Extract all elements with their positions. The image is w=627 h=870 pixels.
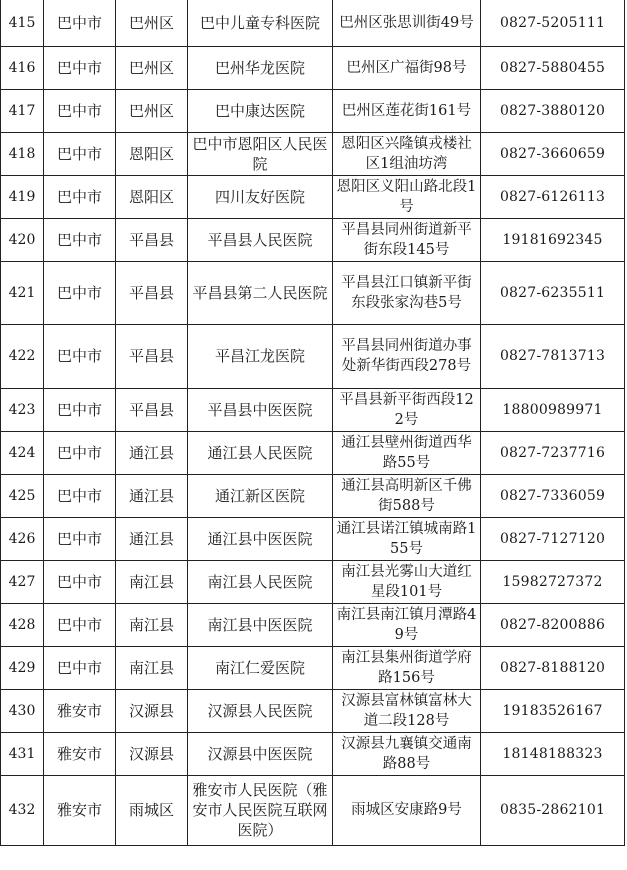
cell-city: 雅安市 [44,775,116,845]
cell-address: 汉源县九襄镇交通南路88号 [333,732,481,775]
cell-district: 平昌县 [116,324,188,388]
cell-city: 巴中市 [44,474,116,517]
cell-number: 426 [1,517,44,560]
cell-district: 南江县 [116,560,188,603]
cell-district: 汉源县 [116,689,188,732]
table-row [1,775,625,845]
cell-phone: 19181692345 [481,218,625,261]
cell-hospital-name: 平昌江龙医院 [188,324,333,388]
table-row [1,646,625,689]
cell-hospital-name: 通江县人民医院 [188,431,333,474]
table-row [1,46,625,89]
cell-city: 巴中市 [44,431,116,474]
cell-city: 雅安市 [44,689,116,732]
cell-number: 422 [1,324,44,388]
cell-address: 巴州区张思训街49号 [333,0,481,46]
table-row [1,89,625,132]
cell-hospital-name: 南江县中医医院 [188,603,333,646]
cell-city: 巴中市 [44,388,116,431]
cell-address: 恩阳区义阳山路北段1号 [333,175,481,218]
cell-hospital-name: 平昌县第二人民医院 [188,261,333,324]
cell-number: 416 [1,46,44,89]
cell-district: 通江县 [116,517,188,560]
cell-phone: 0827-5205111 [481,0,625,46]
cell-hospital-name: 南江县人民医院 [188,560,333,603]
cell-phone: 0827-8188120 [481,646,625,689]
cell-city: 巴中市 [44,218,116,261]
cell-number: 432 [1,775,44,845]
cell-phone: 19183526167 [481,689,625,732]
cell-number: 417 [1,89,44,132]
table-row [1,732,625,775]
table-row [1,0,625,46]
table-row [1,218,625,261]
cell-phone: 0827-7127120 [481,517,625,560]
cell-address: 平昌县新平街西段122号 [333,388,481,431]
table-row [1,560,625,603]
cell-number: 429 [1,646,44,689]
cell-hospital-name: 通江县中医医院 [188,517,333,560]
cell-hospital-name: 平昌县人民医院 [188,218,333,261]
cell-phone: 0827-7336059 [481,474,625,517]
cell-address: 南江县集州街道学府路156号 [333,646,481,689]
cell-number: 419 [1,175,44,218]
cell-city: 巴中市 [44,560,116,603]
cell-address: 雨城区安康路9号 [333,775,481,845]
cell-city: 巴中市 [44,89,116,132]
cell-hospital-name: 平昌县中医医院 [188,388,333,431]
cell-number: 421 [1,261,44,324]
table-row [1,324,625,388]
cell-district: 恩阳区 [116,132,188,175]
cell-hospital-name: 汉源县人民医院 [188,689,333,732]
table-row [1,517,625,560]
cell-address: 平昌县同州街道办事处新华街西段278号 [333,324,481,388]
cell-address: 通江县诺江镇城南路155号 [333,517,481,560]
cell-city: 巴中市 [44,324,116,388]
cell-address: 通江县壁州街道西华路55号 [333,431,481,474]
cell-city: 巴中市 [44,175,116,218]
cell-hospital-name: 巴中市恩阳区人民医院 [188,132,333,175]
cell-phone: 0827-3660659 [481,132,625,175]
cell-number: 425 [1,474,44,517]
cell-address: 南江县南江镇月潭路49号 [333,603,481,646]
cell-city: 巴中市 [44,261,116,324]
cell-phone: 0827-8200886 [481,603,625,646]
table-row [1,132,625,175]
cell-city: 巴中市 [44,646,116,689]
cell-hospital-name: 汉源县中医医院 [188,732,333,775]
table-row [1,431,625,474]
table-row [1,175,625,218]
cell-hospital-name: 巴州华龙医院 [188,46,333,89]
cell-number: 430 [1,689,44,732]
cell-district: 南江县 [116,646,188,689]
cell-district: 恩阳区 [116,175,188,218]
cell-district: 平昌县 [116,261,188,324]
cell-hospital-name: 雅安市人民医院（雅安市人民医院互联网医院） [188,775,333,845]
cell-phone: 0827-3880120 [481,89,625,132]
cell-number: 431 [1,732,44,775]
cell-phone: 18148188323 [481,732,625,775]
cell-number: 418 [1,132,44,175]
cell-number: 420 [1,218,44,261]
table-row [1,689,625,732]
cell-hospital-name: 通江新区医院 [188,474,333,517]
cell-number: 428 [1,603,44,646]
cell-phone: 0827-6126113 [481,175,625,218]
cell-address: 平昌县江口镇新平街东段张家沟巷5号 [333,261,481,324]
cell-district: 平昌县 [116,218,188,261]
cell-district: 巴州区 [116,0,188,46]
cell-hospital-name: 四川友好医院 [188,175,333,218]
cell-phone: 0827-7237716 [481,431,625,474]
cell-address: 汉源县富林镇富林大道二段128号 [333,689,481,732]
cell-phone: 18800989971 [481,388,625,431]
cell-hospital-name: 南江仁爱医院 [188,646,333,689]
cell-address: 恩阳区兴隆镇戎楼社区1组油坊湾 [333,132,481,175]
hospital-table-body [1,0,625,845]
cell-number: 427 [1,560,44,603]
cell-city: 巴中市 [44,46,116,89]
cell-district: 平昌县 [116,388,188,431]
table-row [1,388,625,431]
cell-address: 平昌县同州街道新平街东段145号 [333,218,481,261]
cell-address: 巴州区广福街98号 [333,46,481,89]
cell-number: 423 [1,388,44,431]
cell-number: 415 [1,0,44,46]
cell-district: 雨城区 [116,775,188,845]
cell-district: 巴州区 [116,89,188,132]
cell-phone: 0827-7813713 [481,324,625,388]
cell-city: 巴中市 [44,132,116,175]
cell-phone: 15982727372 [481,560,625,603]
cell-number: 424 [1,431,44,474]
cell-phone: 0835-2862101 [481,775,625,845]
cell-phone: 0827-6235511 [481,261,625,324]
cell-district: 通江县 [116,474,188,517]
cell-address: 南江县光雾山大道红星段101号 [333,560,481,603]
cell-city: 雅安市 [44,732,116,775]
cell-district: 汉源县 [116,732,188,775]
cell-address: 通江县高明新区千佛街588号 [333,474,481,517]
table-row [1,603,625,646]
cell-city: 巴中市 [44,517,116,560]
cell-district: 巴州区 [116,46,188,89]
cell-address: 巴州区莲花街161号 [333,89,481,132]
cell-city: 巴中市 [44,0,116,46]
cell-city: 巴中市 [44,603,116,646]
cell-district: 通江县 [116,431,188,474]
table-row [1,474,625,517]
cell-hospital-name: 巴中康达医院 [188,89,333,132]
table-row [1,261,625,324]
cell-phone: 0827-5880455 [481,46,625,89]
cell-hospital-name: 巴中儿童专科医院 [188,0,333,46]
cell-district: 南江县 [116,603,188,646]
